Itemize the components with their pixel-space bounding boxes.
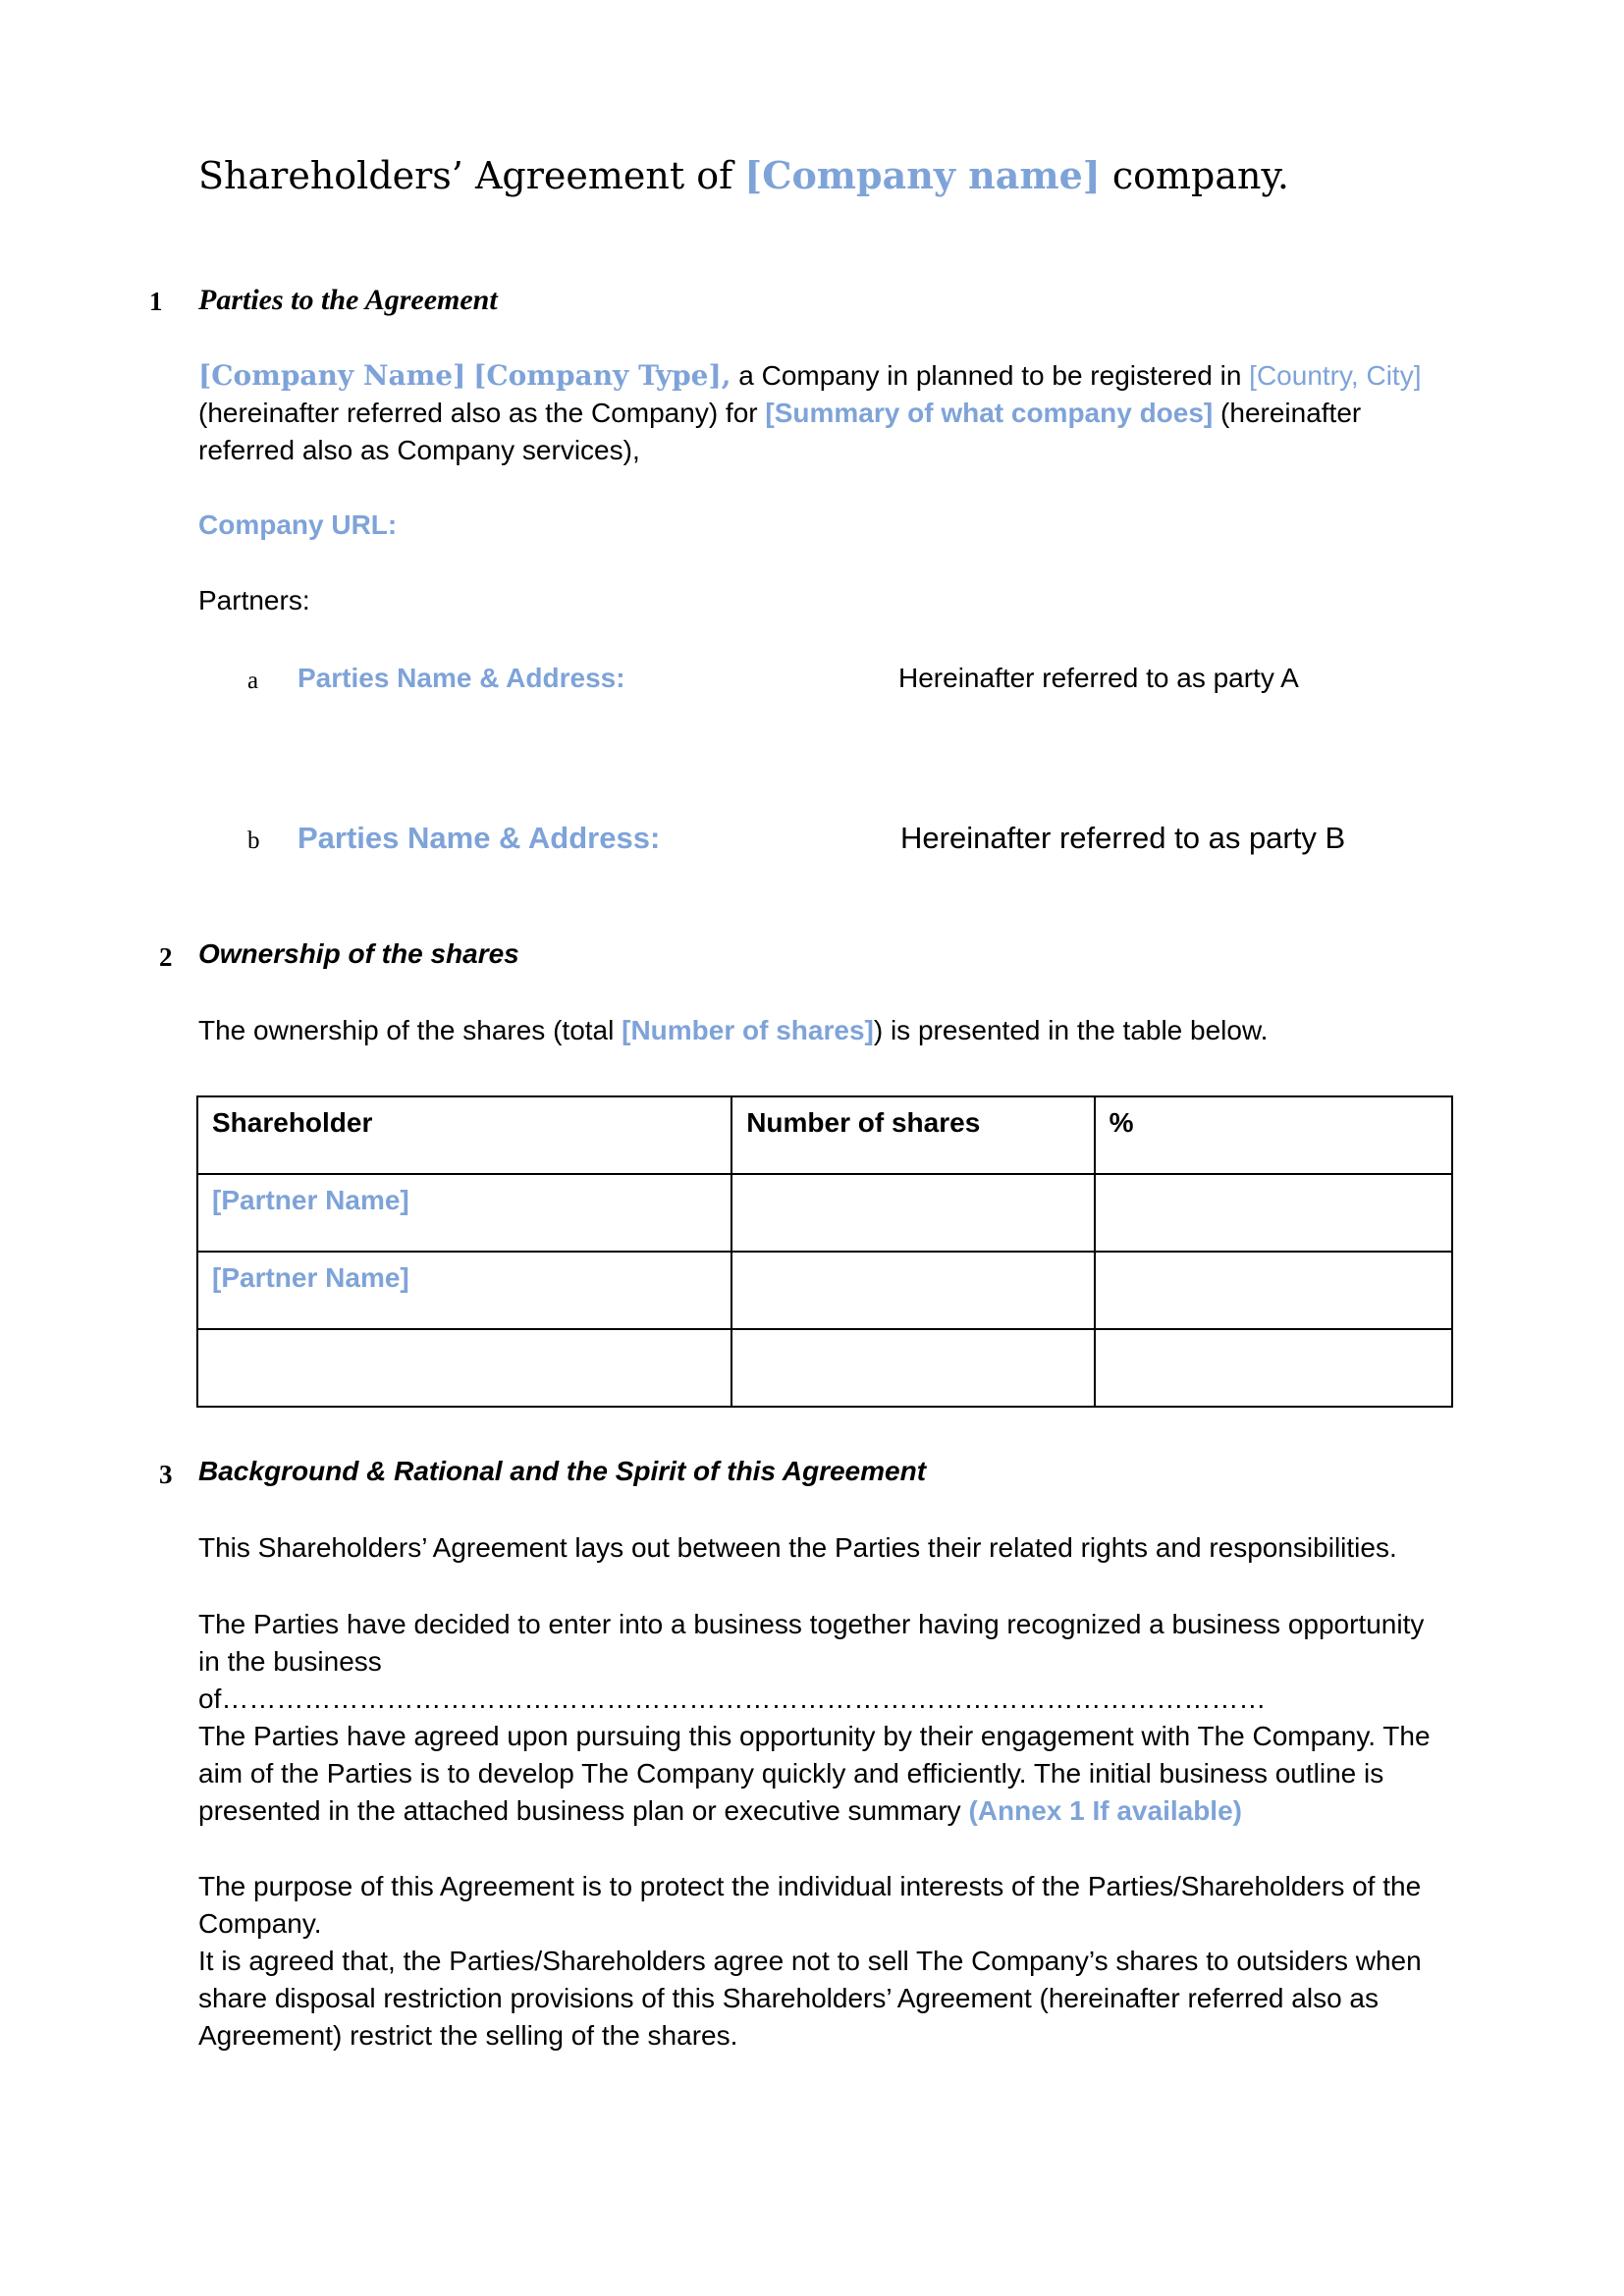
- percent-cell: [1095, 1174, 1452, 1252]
- background-paragraph-2: The Parties have decided to enter into a business together having recognized a business opportunity in the business of……………………………………………………………………………………………………: [198, 1609, 1425, 1714]
- section-2-heading: Ownership of the shares: [198, 938, 519, 969]
- party-b-reference: Hereinafter referred to as party B: [900, 821, 1346, 855]
- company-name-placeholder: [Company name]: [744, 153, 1101, 197]
- partners-label: Partners:: [198, 585, 310, 615]
- shares-cell: [731, 1174, 1094, 1252]
- background-paragraph-1: This Shareholders’ Agreement lays out between the Parties their related rights and responsibilities.: [198, 1532, 1397, 1563]
- table-row: [197, 1252, 1452, 1329]
- background-paragraph-4: [198, 1868, 1445, 2055]
- parties-intro-paragraph: [198, 357, 1445, 469]
- intro-text-3: (hereinafter referred also as Company services),: [198, 398, 1362, 465]
- document-title: [198, 153, 1289, 197]
- section-3-number: 3: [159, 1460, 173, 1489]
- company-type-field: [Company Type],: [473, 359, 731, 392]
- party-b-letter: b: [247, 828, 260, 854]
- intro-text-1: a Company in planned to be registered in: [731, 360, 1250, 391]
- party-a-name-address-label: Parties Name & Address:: [298, 663, 625, 693]
- company-url-label: Company URL:: [198, 509, 398, 540]
- company-name-field: [Company Name]: [198, 359, 466, 392]
- shareholder-cell: [Partner Name]: [197, 1252, 731, 1329]
- purpose-text: The purpose of this Agreement is to protect the individual interests of the Parties/Shareholders of the Company.: [198, 1871, 1422, 1939]
- table-row: [197, 1174, 1452, 1252]
- disposal-restriction-text: It is agreed that, the Parties/Shareholders agree not to sell The Company’s shares to outsiders when share disposal restriction provisions of this Shareholders’ Agreement (hereinafter referred also as Agreement) restrict the selling of the shares.: [198, 1946, 1422, 2051]
- section-1-number: 1: [149, 287, 163, 316]
- annex-reference: (Annex 1 If available): [968, 1795, 1242, 1826]
- percent-cell: [1095, 1329, 1452, 1407]
- column-header-shareholder: Shareholder: [197, 1096, 731, 1174]
- column-header-percent: %: [1095, 1096, 1452, 1174]
- intro-text-2: (hereinafter referred also as the Company) for: [198, 398, 766, 428]
- shares-cell: [731, 1252, 1094, 1329]
- title-suffix: company.: [1100, 154, 1289, 197]
- party-b-name-address-label: Parties Name & Address:: [298, 821, 661, 855]
- ownership-paragraph: [198, 1012, 1445, 1049]
- column-header-number-of-shares: Number of shares: [731, 1096, 1094, 1174]
- ownership-text-1: The ownership of the shares (total: [198, 1015, 623, 1045]
- title-prefix: Shareholders’ Agreement of: [198, 154, 745, 197]
- shareholder-cell: [197, 1329, 731, 1407]
- shares-cell: [731, 1329, 1094, 1407]
- background-paragraph-3-text: The Parties have agreed upon pursuing this opportunity by their engagement with The Company. The aim of the Parties is to develop The Company quickly and efficiently. The initial business outline is presented in the attached business plan or executive summary: [198, 1721, 1431, 1826]
- shares-table: [196, 1095, 1453, 1408]
- party-a-letter: a: [247, 667, 259, 694]
- party-a-reference: Hereinafter referred to as party A: [898, 663, 1299, 693]
- shareholder-cell: [Partner Name]: [197, 1174, 731, 1252]
- country-city-field: [Country, City]: [1249, 360, 1422, 391]
- percent-cell: [1095, 1252, 1452, 1329]
- section-2-number: 2: [159, 942, 173, 972]
- section-1-heading: Parties to the Agreement: [198, 284, 498, 316]
- table-header-row: [197, 1096, 1452, 1174]
- table-row: [197, 1329, 1452, 1407]
- number-of-shares-field: [Number of shares]: [622, 1015, 874, 1045]
- background-paragraph-3: [198, 1718, 1445, 1830]
- section-3-heading: Background & Rational and the Spirit of this Agreement: [198, 1456, 927, 1486]
- summary-field: [Summary of what company does]: [765, 398, 1214, 428]
- ownership-text-2: ) is presented in the table below.: [873, 1015, 1269, 1045]
